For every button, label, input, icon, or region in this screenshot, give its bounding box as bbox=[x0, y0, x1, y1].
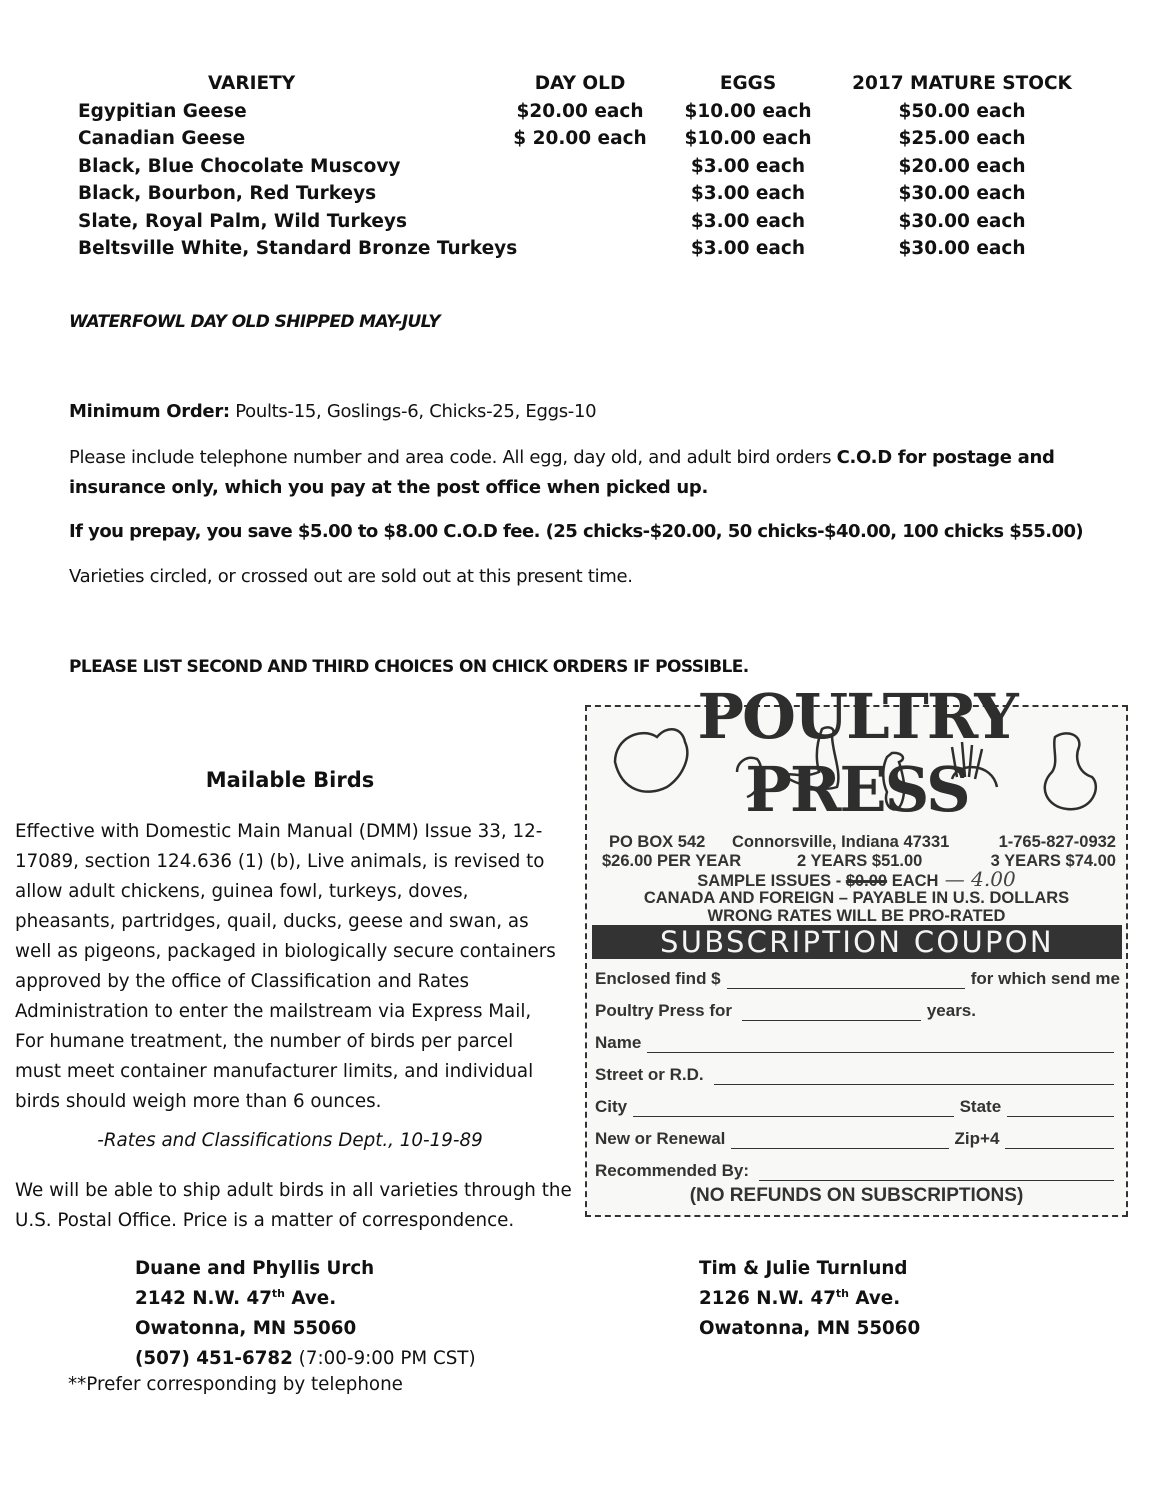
eggs-cell: $3.00 each bbox=[690, 183, 806, 204]
shipping-note: We will be able to ship adult birds in all varieties through the U.S. Postal Office. Price is a matter of correspondence. bbox=[15, 1180, 572, 1231]
eggs-cell: $10.00 each bbox=[684, 128, 812, 149]
sold-out-note: Varieties circled, or crossed out are sold out at this present time. bbox=[69, 566, 633, 587]
mature-cell: $50.00 each bbox=[898, 100, 1026, 122]
wrong-rates-note: WRONG RATES WILL BE PRO-RATED bbox=[707, 907, 1006, 925]
header-day-old: DAY OLD bbox=[534, 73, 626, 94]
variety-cell: Slate, Royal Palm, Wild Turkeys bbox=[78, 210, 407, 232]
mailable-birds-body: Effective with Domestic Main Manual (DMM) Issue 33, 12-17089, section 124.636 (1) (b), Live animals, is revised to allow adult chickens, guinea fowl, turkeys, doves, pheasants, partridges, quail, ducks, geese and swan, as well as pigeons, packaged in biologically secure containers approved by the office of Classification and Rates Administration to enter the mailstream via Express Mail, For humane treatment, the number of birds per parcel must meet container manufacturer limits, and individual birds should weigh more than 6 ounces. bbox=[15, 821, 556, 1112]
recommended-by-field[interactable]: Recommended By: bbox=[595, 1161, 1120, 1181]
subscription-coupon bbox=[585, 680, 1128, 1217]
prepay-note: If you prepay, you save $5.00 to $8.00 C.O.D fee. (25 chicks-$20.00, 50 chicks-$40.00, 100 chicks $55.00) bbox=[69, 521, 1084, 542]
contact-left-street: 2142 N.W. 47th Ave. bbox=[135, 1287, 337, 1309]
contact-left-phone: (507) 451-6782 (7:00-9:00 PM CST) bbox=[135, 1348, 476, 1369]
variety-cell: Black, Bourbon, Red Turkeys bbox=[78, 183, 377, 204]
variety-cell: Beltsville White, Standard Bronze Turkeys bbox=[78, 238, 518, 259]
street-line[interactable] bbox=[714, 1070, 1114, 1085]
mature-cell: $20.00 each bbox=[898, 155, 1026, 177]
contact-left-name: Duane and Phyllis Urch bbox=[135, 1258, 375, 1279]
contact-left bbox=[135, 1254, 476, 1374]
rate-one-year: $26.00 PER YEAR bbox=[602, 851, 742, 870]
publisher-info bbox=[587, 833, 1126, 926]
contact-preference-note: **Prefer corresponding by telephone bbox=[68, 1374, 403, 1395]
years-line[interactable] bbox=[742, 1006, 921, 1021]
minimum-order bbox=[69, 397, 1109, 427]
subscription-coupon-banner: SUBSCRIPTION COUPON bbox=[592, 925, 1122, 959]
publisher-phone: 1-765-827-0932 bbox=[998, 833, 1116, 851]
mailable-birds-title: Mailable Birds bbox=[205, 768, 375, 792]
name-line[interactable] bbox=[647, 1038, 1114, 1053]
variety-cell: Canadian Geese bbox=[78, 128, 246, 149]
day-old-cell: $20.00 each bbox=[516, 100, 644, 122]
min-order-label: Minimum Order: bbox=[69, 401, 230, 422]
years-field[interactable]: Poultry Press for years. bbox=[595, 1001, 976, 1020]
eggs-cell: $3.00 each bbox=[690, 210, 806, 232]
contact-left-city: Owatonna, MN 55060 bbox=[135, 1318, 357, 1339]
table-row bbox=[78, 180, 1108, 208]
enclosed-amount-field[interactable]: Enclosed find $ for which send me bbox=[595, 969, 1120, 988]
eggs-cell: $3.00 each bbox=[690, 238, 806, 259]
choices-note: PLEASE LIST SECOND AND THIRD CHOICES ON CHICK ORDERS IF POSSIBLE. bbox=[69, 657, 749, 677]
mature-cell: $30.00 each bbox=[898, 238, 1026, 259]
zip-line[interactable] bbox=[1005, 1134, 1114, 1149]
phone-note bbox=[69, 443, 1109, 503]
state-line[interactable] bbox=[1007, 1102, 1114, 1117]
publisher-address: Connorsville, Indiana 47331 bbox=[732, 833, 950, 851]
contact-right-city: Owatonna, MN 55060 bbox=[699, 1318, 921, 1339]
table-header bbox=[78, 70, 1108, 98]
header-mature-stock: 2017 MATURE STOCK bbox=[852, 73, 1072, 94]
contact-right-name: Tim & Julie Turnlund bbox=[699, 1258, 908, 1279]
sample-old-price: $0.00 bbox=[845, 872, 888, 890]
variety-cell: Egypitian Geese bbox=[78, 100, 247, 122]
mature-cell: $25.00 each bbox=[898, 128, 1026, 149]
recommended-line[interactable] bbox=[759, 1166, 1114, 1181]
sample-issues: SAMPLE ISSUES - $0.00 EACH — 4.00 bbox=[697, 867, 1016, 891]
no-refunds-note: (NO REFUNDS ON SUBSCRIPTIONS) bbox=[689, 1185, 1024, 1206]
header-variety: VARIETY bbox=[208, 73, 296, 94]
name-field[interactable]: Name bbox=[595, 1033, 1120, 1053]
poultry-press-wordmark: POULTRY PRESS bbox=[697, 680, 1017, 826]
renewal-line[interactable] bbox=[731, 1134, 948, 1149]
canada-foreign-note: CANADA AND FOREIGN – PAYABLE IN U.S. DOLLARS bbox=[643, 888, 1070, 907]
table-row bbox=[78, 125, 1108, 153]
rate-three-years: 3 YEARS $74.00 bbox=[990, 851, 1116, 870]
eggs-cell: $10.00 each bbox=[684, 100, 812, 122]
po-box: PO BOX 542 bbox=[609, 833, 706, 851]
table-row bbox=[78, 208, 1108, 236]
table-row bbox=[78, 98, 1108, 126]
price-table bbox=[78, 70, 1108, 263]
header-eggs: EGGS bbox=[719, 73, 777, 94]
sample-handwritten-price: — 4.00 bbox=[938, 867, 1016, 891]
waterfowl-note: WATERFOWL DAY OLD SHIPPED MAY-JULY bbox=[69, 312, 440, 332]
min-order-value: Poults-15, Goslings-6, Chicks-25, Eggs-10 bbox=[229, 401, 597, 422]
mature-cell: $30.00 each bbox=[898, 183, 1026, 204]
eggs-cell: $3.00 each bbox=[690, 155, 806, 177]
variety-cell: Black, Blue Chocolate Muscovy bbox=[78, 155, 401, 177]
mailable-citation: -Rates and Classifications Dept., 10-19-89 bbox=[97, 1130, 483, 1151]
street-field[interactable]: Street or R.D. bbox=[595, 1065, 1120, 1085]
city-state-field[interactable]: City State bbox=[595, 1097, 1120, 1117]
mature-cell: $30.00 each bbox=[898, 210, 1026, 232]
rate-two-years: 2 YEARS $51.00 bbox=[797, 851, 923, 870]
table-row bbox=[78, 153, 1108, 181]
poultry-press-logo bbox=[597, 680, 1117, 832]
enclosed-amount-line[interactable] bbox=[727, 974, 965, 989]
phone-note-text: Please include telephone number and area code. All egg, day old, and adult bird orders bbox=[69, 447, 837, 468]
renewal-zip-field[interactable]: New or Renewal Zip+4 bbox=[595, 1129, 1120, 1149]
contact-right-street: 2126 N.W. 47th Ave. bbox=[699, 1287, 901, 1309]
city-line[interactable] bbox=[633, 1102, 953, 1117]
contact-right bbox=[699, 1254, 920, 1344]
day-old-cell: $ 20.00 each bbox=[513, 128, 647, 149]
table-row bbox=[78, 235, 1108, 263]
cod-note: C.O.D for postage and insurance only, which you pay at the post office when picked up. bbox=[69, 447, 1055, 498]
